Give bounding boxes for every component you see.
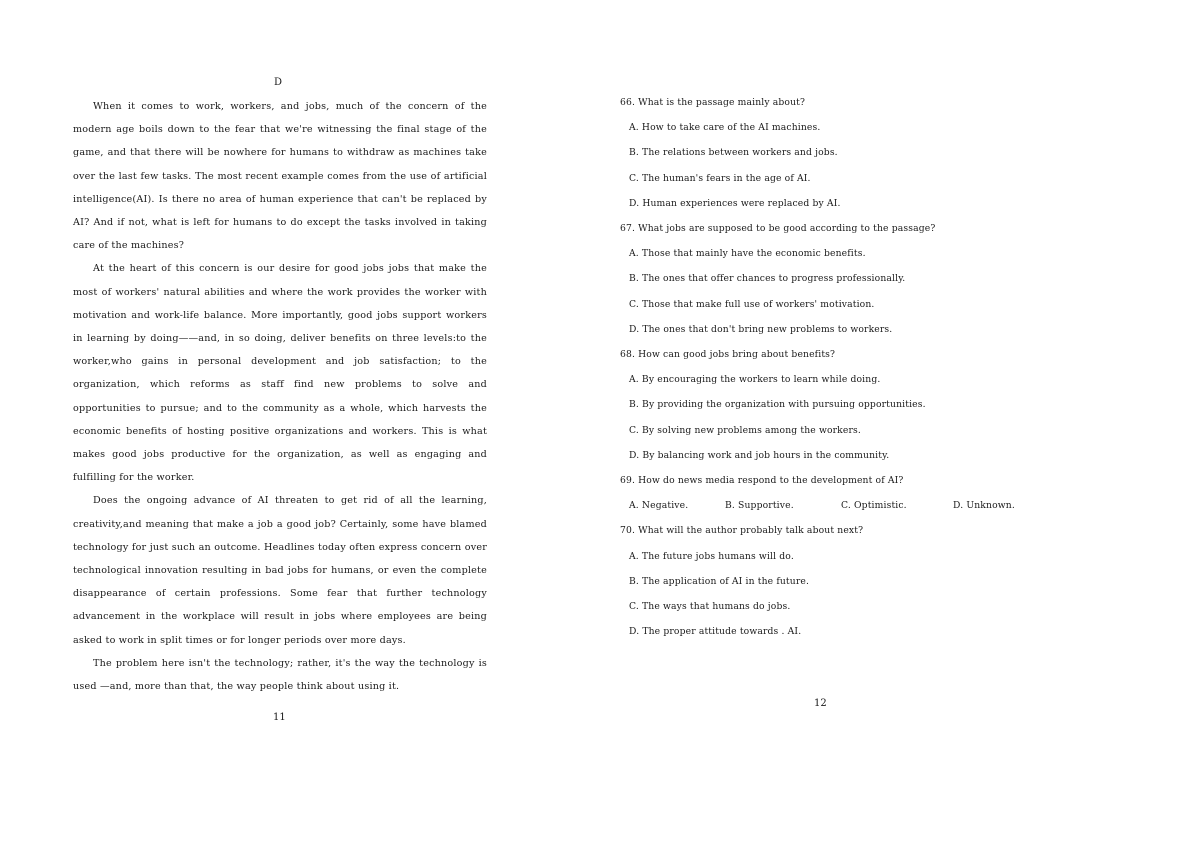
question-67 xyxy=(620,216,1030,342)
page-number-right: 12 xyxy=(814,698,827,709)
option-a: A. Those that mainly have the economic benefits. xyxy=(629,248,866,260)
option-c: C. The human's fears in the age of AI. xyxy=(629,172,811,184)
option-c: C. By solving new problems among the workers. xyxy=(629,424,861,436)
question-stem: 67. What jobs are supposed to be good according to the passage? xyxy=(620,223,936,235)
option-d: D. Human experiences were replaced by AI. xyxy=(629,197,841,209)
question-69 xyxy=(620,468,1030,518)
option-c: C. Optimistic. xyxy=(841,500,907,512)
option-b: B. Supportive. xyxy=(725,500,794,512)
option-row xyxy=(620,493,1030,518)
option-c: C. Those that make full use of workers' motivation. xyxy=(629,298,875,310)
option-b: B. By providing the organization with pursuing opportunities. xyxy=(629,399,926,411)
question-list xyxy=(620,90,1030,644)
section-letter: D xyxy=(274,77,283,88)
question-stem: 70. What will the author probably talk about next? xyxy=(620,525,864,537)
option-c: C. The ways that humans do jobs. xyxy=(629,601,791,613)
passage-paragraph: The problem here isn't the technology; rather, it's the way the technology is used —and, more than that, the way people think about using it. xyxy=(73,657,487,693)
option-d: D. Unknown. xyxy=(953,500,1015,512)
option-a: A. How to take care of the AI machines. xyxy=(629,122,821,134)
page-number-left: 11 xyxy=(273,712,286,723)
option-b: B. The application of AI in the future. xyxy=(629,575,810,587)
option-d: D. By balancing work and job hours in the community. xyxy=(629,449,890,461)
passage-paragraph: Does the ongoing advance of AI threaten to get rid of all the learning, creativity,and meaning that make a job a good job? Certainly, some have blamed technology for just such an outcome. Headlines today often express concern over technological innovation resulting in bad jobs for humans, or even the complete disappearance of certain professions. Some fear that further technology advancement in the workplace will result in jobs where employees are being asked to work in split times or for longer periods over more days. xyxy=(73,495,487,646)
right-page xyxy=(600,0,1200,849)
option-b: B. The relations between workers and jobs. xyxy=(629,147,838,159)
option-a: A. Negative. xyxy=(629,500,689,512)
reading-passage xyxy=(73,95,487,698)
passage-paragraph: At the heart of this concern is our desire for good jobs jobs that make the most of workers' natural abilities and where the work provides the worker with motivation and work-life balance. More importantly, good jobs support workers in learning by doing——and, in so doing, deliver benefits on three levels:to the worker,who gains in personal development and job satisfaction; to the organization, which reforms as staff find new problems to solve and opportunities to pursue; and to the community as a whole, which harvests the economic benefits of hosting positive organizations and workers. This is what makes good jobs productive for the organization, as well as engaging and fulfilling for the worker. xyxy=(73,263,487,484)
option-d: D. The proper attitude towards . AI. xyxy=(629,626,802,638)
option-a: A. The future jobs humans will do. xyxy=(629,550,794,562)
question-stem: 66. What is the passage mainly about? xyxy=(620,97,806,108)
option-b: B. The ones that offer chances to progress professionally. xyxy=(629,273,906,285)
question-68 xyxy=(620,342,1030,468)
passage-paragraph: When it comes to work, workers, and jobs, much of the concern of the modern age boils down to the fear that we're witnessing the final stage of the game, and that there will be nowhere for humans to withdraw as machines take over the last few tasks. The most recent example comes from the use of artificial intelligence(AI). Is there no area of human experience that can't be replaced by AI? And if not, what is left for humans to do except the tasks involved in taking care of the machines? xyxy=(73,101,487,252)
question-stem: 68. How can good jobs bring about benefits? xyxy=(620,349,836,361)
option-d: D. The ones that don't bring new problems to workers. xyxy=(629,323,893,335)
question-70 xyxy=(620,518,1030,644)
question-66 xyxy=(620,90,1030,216)
option-a: A. By encouraging the workers to learn while doing. xyxy=(629,374,881,386)
question-stem: 69. How do news media respond to the development of AI? xyxy=(620,475,904,487)
